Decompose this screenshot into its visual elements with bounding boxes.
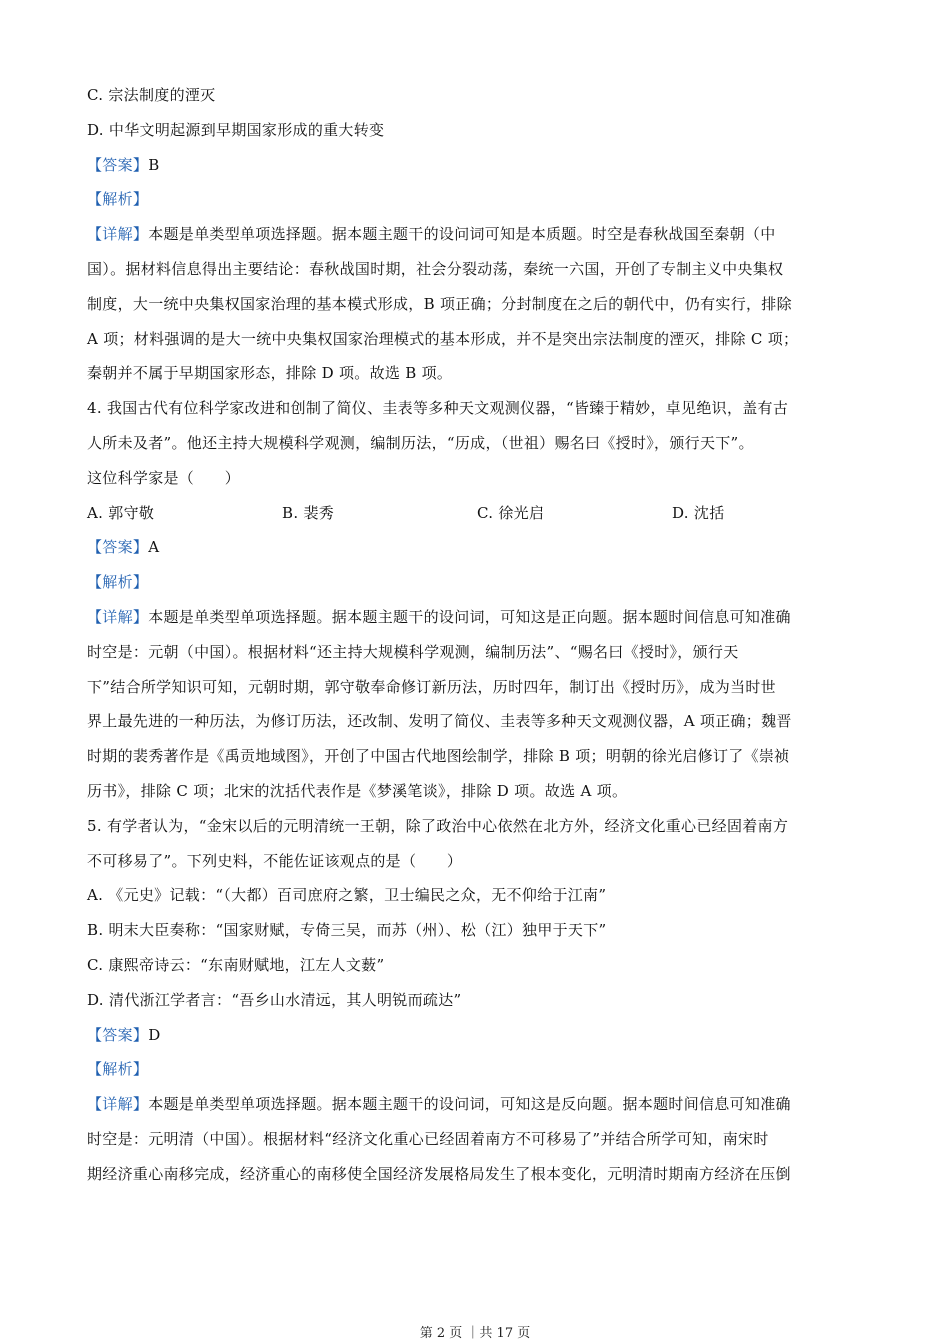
- q4-detail-line: 界上最先进的一种历法，为修订历法，还改制、发明了简仪、圭表等多种天文观测仪器，A 项正确；魏晋: [87, 712, 792, 731]
- q5-analysis-tag: 【解析】: [87, 1060, 149, 1079]
- q5-stem-line: 5. 有学者认为，“金宋以后的元明清统一王朝，除了政治中心依然在北方外，经济文化重心已经固着南方: [87, 816, 789, 835]
- detail-text: 本题是单类型单项选择题。据本题主题干的设问词，可知这是正向题。据本题时间信息可知准确: [148, 607, 791, 626]
- q4-detail-line: 下”结合所学知识可知，元朝时期，郭守敬奉命修订新历法，历时四年，制订出《授时历》，成为当时世: [87, 677, 776, 696]
- q5-option-a: A. 《元史》记载：“（大都）百司庶府之繁，卫士编民之众，无不仰给于江南”: [87, 886, 607, 905]
- q4-stem-line: 人所未及者”。他还主持大规模科学观测，编制历法，“历成，（世祖）赐名曰《授时》，颁行天下”。: [87, 433, 754, 452]
- q4-detail-line: 时空是：元朝（中国）。根据材料“还主持大规模科学观测，编制历法”、“赐名曰《授时》，颁行天: [87, 642, 739, 661]
- q3-detail-line: 秦朝并不属于早期国家形态，排除 D 项。故选 B 项。: [87, 364, 453, 383]
- q4-detail-line: 历书》，排除 C 项；北宋的沈括代表作是《梦溪笔谈》，排除 D 项。故选 A 项。: [87, 781, 628, 800]
- q5-detail-line: 时空是：元明清（中国）。根据材料“经济文化重心已经固着南方不可移易了”并结合所学可知，南宋时: [87, 1129, 769, 1148]
- page-content: [87, 78, 867, 1192]
- answer-value: D: [148, 1025, 161, 1044]
- q5-detail-line: [87, 1087, 867, 1122]
- q4-option-c: C. 徐光启: [477, 503, 545, 522]
- q4-answer: [87, 530, 867, 565]
- q4-detail-line: [87, 600, 867, 635]
- q4-analysis-tag: 【解析】: [87, 573, 149, 592]
- q4-option-a: A. 郭守敬: [87, 503, 155, 522]
- page-footer: 第 2 页 ｜共 17 页: [419, 1326, 531, 1341]
- answer-tag: 【答案】: [87, 538, 149, 557]
- q5-option-c: C. 康熙帝诗云：“东南财赋地，江左人文薮”: [87, 955, 385, 974]
- answer-tag: 【答案】: [87, 155, 149, 174]
- q4-detail-line: 时期的裴秀著作是《禹贡地域图》，开创了中国古代地图绘制学，排除 B 项；明朝的徐光启修订了《崇祯: [87, 747, 790, 766]
- q3-answer: [87, 148, 867, 183]
- q3-option-c: C. 宗法制度的湮灭: [87, 86, 216, 104]
- q4-option-b: B. 裴秀: [282, 503, 335, 522]
- q4-stem-line: 这位科学家是（ ）: [87, 468, 241, 487]
- detail-tag: 【详解】: [87, 1095, 149, 1114]
- q3-detail-line: 制度，大一统中央集权国家治理的基本模式形成，B 项正确；分封制度在之后的朝代中，仍有实行，排除: [87, 294, 792, 313]
- q3-analysis-tag: 【解析】: [87, 190, 149, 209]
- answer-tag: 【答案】: [87, 1025, 149, 1044]
- q5-option-b: B. 明末大臣奏称：“国家财赋，专倚三吴，而苏（州）、松（江）独甲于天下”: [87, 921, 607, 940]
- q4-options: [87, 496, 867, 531]
- q5-answer: [87, 1018, 867, 1053]
- answer-value: A: [148, 538, 160, 557]
- detail-text: 本题是单类型单项选择题。据本题主题干的设问词可知是本质题。时空是春秋战国至秦朝（中: [148, 225, 776, 244]
- q3-option-d: D. 中华文明起源到早期国家形成的重大转变: [87, 120, 385, 139]
- q5-detail-line: 期经济重心南移完成，经济重心的南移使全国经济发展格局发生了根本变化，元明清时期南方经济在压倒: [87, 1164, 791, 1183]
- q3-detail-line: 国）。据材料信息得出主要结论：春秋战国时期，社会分裂动荡，秦统一六国，开创了专制主义中央集权: [87, 259, 784, 278]
- q3-detail-line: [87, 217, 867, 252]
- q4-stem-line: 4. 我国古代有位科学家改进和创制了简仪、圭表等多种天文观测仪器，“皆臻于精妙，卓见绝识，盖有古: [87, 399, 789, 418]
- q5-option-d: D. 清代浙江学者言：“吾乡山水清远，其人明锐而疏达”: [87, 990, 462, 1009]
- detail-tag: 【详解】: [87, 607, 149, 626]
- q4-option-d: D. 沈括: [672, 503, 725, 522]
- q5-stem-line: 不可移易了”。下列史料，不能佐证该观点的是（ ）: [87, 851, 463, 870]
- answer-value: B: [148, 155, 160, 174]
- q3-detail-line: A 项；材料强调的是大一统中央集权国家治理模式的基本形成，并不是突出宗法制度的湮灭，排除 C 项；: [87, 329, 799, 348]
- detail-text: 本题是单类型单项选择题。据本题主题干的设问词，可知这是反向题。据本题时间信息可知准确: [148, 1095, 791, 1114]
- detail-tag: 【详解】: [87, 225, 149, 244]
